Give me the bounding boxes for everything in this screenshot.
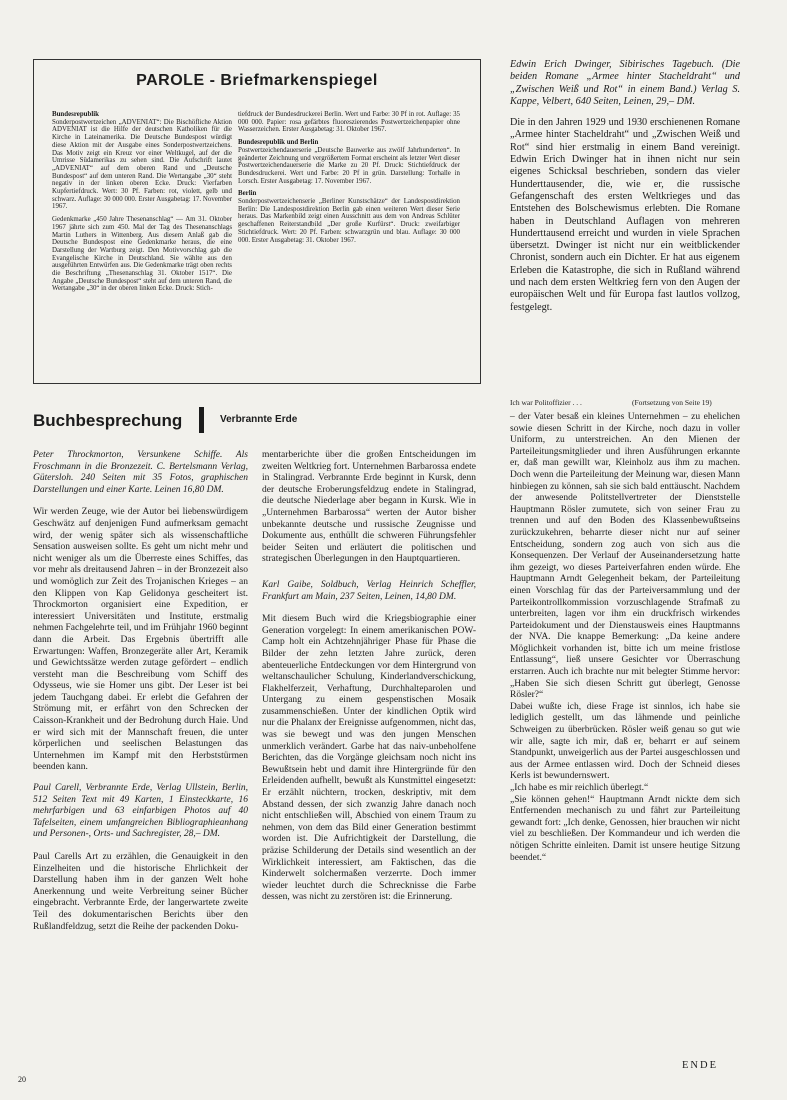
- stamp-entry-text: Sonderpostwertzeichenserie „Berliner Kunstschätze“ der Landespostdirektion Berlin: Die Landespostdirektion Berlin gab einen weiteren Wert dieser Serie heraus. Das Markenbild zeigt einen Ausschnitt aus dem von Andreas Schlüter geschaffenen Reiterstandbild „Der große Kurfürst“. Druck: zweifarbiger Stichtiefdruck. Wert: 20 Pf. Farben: schwarzgrün und blau. Auflage: 30 000 000. Erster Ausgabetag: 31. Oktober 1967.: [238, 198, 460, 244]
- stamp-entry-text: Sonderpostwertzeichen „ADVENIAT“: Die Bischöfliche Aktion ADVENIAT ist die Hilfe der deutschen Katholiken für die Kirche in Lateinamerika. Die Deutsche Bundespost würdigt diese Aktion mit der Ausgabe eines Sonderpostwertzeichens. Das Motiv zeigt ein Kreuz vor einer Weltkugel, auf der die Umrisse Südamerikas zu sehen sind. Die Aufschrift lautet „ADVENIAT“ auf dem oberen Rand und „Deutsche Bundespost“ auf dem unteren Rand. Die Wertangabe „30“ steht negativ in der linken oberen Ecke. Druck: Vierfarben Kupfertiefdruck. Wert: 30 Pf. Farben: rot, violett, gelb und schwarz. Auflage: 30 000 000. Erster Ausgabetag: 17. November 1967.: [52, 118, 232, 211]
- article-body: – der Vater besaß ein kleines Unternehmen – zu ehelichen sowie diesen Schritt in der Kirche, noch dazu in voller Uniform, zu unterstreichen. An den Mienen der Parteileitungsmitglieder und ihren Ausführungen erkannte er, daß man gewillt war, Kleinholz aus ihm zu machen. Doch wenn die Parteileitung der Meinung war, diesen Mann hinbiegen zu können, sah sie sich bald enttäuscht. Nachdem der anwesende Politstellvertreter der Dienststelle Hauptmann Rösler zumutete, sich von seiner Frau zu trennen und auf den Boden des Klassenbewußtseins zurückzukehren, beharrte dieser nicht nur auf seiner Entscheidung, sondern zog auch von sich aus die Konsequenzen. Der Verlauf der Auseinandersetzung hatte ihm gezeigt, wo dieses Parteiverfahren enden würde. Ehe Hauptmann Arndt Gelegenheit bekam, der Parteileitung einen Vorschlag für das der Parteiversammlung und der Parteikontrollkommission vorzuschlagende Strafmaß zu unterbreiten, lagen vor ihm ein druckfrisch wirkendes Parteidokument und der Dienstausweis eines Hauptmanns der NVA. Die knappe Bemerkung: „Da keine andere Möglichkeit vorhanden ist, bitte ich um meine fristlose Entlassung“, ließ unsere Gesichter vor Überraschung erstarren. Auch ich brachte nur mit belegter Stimme hervor: „Haben Sie sich diesen Schritt gut überlegt, Genosse Rösler?“ Dabei wußte ich, diese Frage ist sinnlos, ich habe sie lediglich gestellt, um das lähmende und peinliche Schweigen zu überbrücken. Rösler weiß genau so gut wie wir alle, sagte ich mir, daß er, beharrt er auf seinem Standpunkt, unweigerlich aus der Partei ausgeschlossen und aus der Armee entlassen wird. Doch der Schneid dieses Kerls ist bewundernswert. „Ich habe es mir reichlich überlegt.“ „Sie können gehen!“ Hauptmann Arndt nickte dem sich Entfernenden mechanisch zu und fährt zur Parteileitung gewandt fort: „Ich denke, Genossen, hier brauchen wir nicht viel zu beschließen. Der Kommandeur und ich werden die nötigen Schritte einleiten. Damit ist unsere heutige Sitzung beendet.“: [510, 412, 740, 863]
- stamp-entry-text: tiefdruck der Bundesdruckerei Berlin. Wert und Farbe: 30 Pf in rot. Auflage: 35 000 000. Papier: rosa gefärbtes fluoreszierendes Postwertzeichenpapier ohne Wasserzeichen. Erster Ausgabetag: 31. Oktober 1967.: [238, 111, 460, 134]
- review-citation: Edwin Erich Dwinger, Sibirisches Tagebuch. (Die beiden Romane „Armee hinter Stacheldraht“ und „Zwischen Weiß und Rot“ in einem Band.) Verlag S. Kappe, Velbert, 640 Seiten, Leinen, 29,– DM.: [510, 59, 740, 107]
- stamp-entry-head: Bundesrepublik: [52, 111, 99, 118]
- stamp-column-right: [238, 111, 460, 249]
- dwinger-review: [510, 59, 740, 323]
- review-body: Paul Carells Art zu erzählen, die Genauigkeit in den Einzelheiten und die historische Ehrlichkeit der Darstellung haben ihm in der ganzen Welt hohe Anerkennung und weite Verbreitung seiner Bücher eingebracht. Verbrannte Erde, der langerwartete zweite Teil des dokumentarischen Berichts über den Rußlandfeldzug, setzt die Reihe der packenden Doku-: [33, 852, 248, 932]
- end-mark: ENDE: [682, 1060, 718, 1071]
- review-body: Wir werden Zeuge, wie der Autor bei liebenswürdigem Geschwätz auf denjenigen Fund aufmerksam gemacht wird, der wenig später sich als wissenschaftliche Sensation ausweisen sollte. Es geht um nicht mehr und nicht weniger als um die Überreste eines Schiffes, das vor mehr als dreitausend Jahren – in der Bronzezeit also und womöglich zur Zeit des Trojanischen Krieges – an den Klippen von Kap Gelidonya gescheitert ist. Throckmorton organisiert eine Expedition, er interessiert Universitäten und Institute, erstmalig nehmen Fachgelehrte teil, und im Frühjahr 1960 beginnt dann die Arbeit. Das Ergebnis übertrifft alle Erwartungen: Waffen, Bronzegeräte aller Art, Keramik und Gewichtssätze werden zutage gefördert – endlich versteht man die Beschreibung vom Schiff des Odysseus, wie sie Homer uns gibt. Der Leser ist bei jedem Tauchgang dabei. Er erlebt die Gefahren der Strömung mit, er erfährt von den Schrecken der Caisson-Krankheit und der Bedrohung durch Haie. Und er wird sich mit der Mannschaft freuen, die unter körperlichen und seelischen Belastungen das Unternehmen im Kampf mit den Herbststürmen beenden kann.: [33, 507, 248, 773]
- section-divider-bar: [199, 407, 204, 433]
- stamp-entry: [238, 190, 460, 244]
- page-number: 20: [18, 1075, 26, 1084]
- stamp-entry: [52, 111, 232, 211]
- stamp-entry-text: Gedenkmarke „450 Jahre Thesenanschlag“ — Am 31. Oktober 1967 jährte sich zum 450. Mal der Tag des Thesenanschlags Martin Luthers in Wittenberg. Aus diesem Anlaß gab die Deutsche Bundespost eine Gedenkmarke heraus, die eine Darstellung der Wartburg zeigt. Den Motivvorschlag gab die Evangelische Kirche in Deutschland. Sie wählte aus den ausgeführten Entwürfen aus. Die Gedenkmarke trägt oben rechts die Beschriftung „Thesenanschlag 31. Oktober 1517“. Die Angabe „Deutsche Bundespost“ steht auf dem unteren Rand, die Wertangabe „30“ in der oberen linken Ecke. Druck: Stich-: [52, 216, 232, 293]
- continuation-header-left: Ich war Politoffizier . . .: [510, 398, 582, 407]
- parole-heading: PAROLE - Briefmarkenspiegel: [136, 72, 378, 89]
- section-title: Buchbesprechung: [33, 411, 183, 430]
- stamp-entry: [238, 111, 460, 134]
- review-citation: Paul Carell, Verbrannte Erde, Verlag Ullstein, Berlin, 512 Seiten Text mit 49 Karten, 1 Einsteckkarte, 16 mehrfarbigen und 63 einfarbigen Photos auf 40 Tafelseiten, einem umfangreichen Bibliographieanhang und Personen-, Orts- und Sachregister, 28,– DM.: [33, 783, 248, 840]
- column-left: [33, 450, 248, 942]
- review-body: Mit diesem Buch wird die Kriegsbiographie einer Generation vorgelegt: In einem amerikanischen POW-Camp holt ein Achtzehnjähriger Phase für Phase die Bilder der zehn letzten Jahre zurück, deren abenteuerliche Entdeckungen vor dem Hintergrund von weltanschaulicher Schulung, Kinderlandverschickung, Flakhelferzeit, Verhaftung, Durchhalteparolen und Untergang zu einem gespenstischen Mosaik zusammenschießen. Unter der kindlichen Optik wird nur die Phalanx der Ereignisse aufgenommen, nicht das, was sie bewegt und was den jungen Menschen unmerklich verändert. Garbe hat das naiv-unbeholfene Berichten, das die Vorgänge gleichsam noch nicht ins Bewußtsein hebt und damit ihre Hintergründe für den Erleidenden aufhellt, bewußt als Kunstmittel eingesetzt: Er erzählt nüchtern, trocken, deskriptiv, mit dem Abstand dessen, der sich zwanzig Jahre danach noch nicht entschließen will, Abschied von einem Traum zu nehmen, von dem das Bild einer Generation bestimmt worden ist. Die Aufrichtigkeit der Darstellung, die präzise Schilderung der Details sind wesentlich an der Wirklichkeit interessiert, am Faktischen, das die Kinderwelt solchermaßen verzerrte. Doch immer wieder leuchtet durch die Schrecknisse die Farbe dessen, was nicht zu zerstören ist: die Erinnerung.: [262, 614, 476, 903]
- continuation-header-right: (Fortsetzung von Seite 19): [632, 398, 712, 407]
- section-subtitle: Verbrannte Erde: [220, 414, 298, 425]
- review-citation: Peter Throckmorton, Versunkene Schiffe. Als Froschmann in die Bronzezeit. C. Bertelsmann Verlag, Gütersloh. 240 Seiten mit 35 Fotos, graphischen Darstellungen und einer Karte. Leinen 16,80 DM.: [33, 450, 248, 495]
- stamp-entry: [238, 139, 460, 185]
- stamp-entry-text: Postwertzeichendauerserie „Deutsche Bauwerke aus zwölf Jahrhunderten“. In geänderter Zeichnung und vergrößertem Format erscheint als letzter Wert dieser Postwertzeichendauerserie die Marke zu 20 Pf. Druck: Stichtiefdruck der Bundesdruckerei. Wert und Farbe: 20 Pf in grün. Darstellung: Torhalle in Lorsch. Erster Ausgabetag: 17. November 1967.: [238, 146, 460, 185]
- stamp-entry-head: Bundesrepublik und Berlin: [238, 139, 319, 147]
- review-body: mentarberichte über die großen Entscheidungen im zweiten Weltkrieg fort. Unternehmen Barbarossa endete in Stalingrad. Verbrannte Erde beginnt in Kursk, denn der deutsche Eroberungsfeldzug endete in Stalingrad, die deutsche Niederlage aber begann in Kursk. Wie in „Unternehmen Barbarossa“ werten der Autor bisher unbekannte deutsche und russische Zeugnisse und Dokumente aus, enthüllt die schweren Führungsfehler beider Seiten und erläutert die politischen und strategischen Überlegungen in den Hauptquartieren.: [262, 450, 476, 565]
- review-body: Die in den Jahren 1929 und 1930 erschienenen Romane „Armee hinter Stacheldraht“ und „Zwischen Weiß und Rot“ sind hier erstmalig in einem Band vereinigt. Edwin Erich Dwinger hat in ihnen nicht nur sein eigenes Schicksal beschrieben, sondern das vieler Hunderttausender, die, wie er, die russische Gefangenschaft des ersten Weltkrieges und das Entstehen des Bolschewismus erlebten. Die Romane haben in Deutschland Auflagen von mehreren Hunderttausend erreicht und wurden in viele Sprachen übersetzt. Dwinger ist nicht nur ein weitblickender Chronist, sondern auch ein Dichter. Er hat aus eigenem Erleben die Katastrophe, die sich in Rußland während und nach dem ersten Weltkrieg fern von den Augen der europäischen Welt und für Europa fast lautlos vollzog, festgelegt.: [510, 117, 740, 313]
- stamp-column-left: [52, 111, 232, 298]
- review-citation: Karl Gaibe, Soldbuch, Verlag Heinrich Scheffler, Frankfurt am Main, 237 Seiten, Leinen, 14,80 DM.: [262, 579, 476, 602]
- stamp-entry: [52, 216, 232, 293]
- stamp-entry-head: Berlin: [238, 190, 257, 198]
- column-right: [510, 412, 740, 873]
- column-middle: [262, 450, 476, 913]
